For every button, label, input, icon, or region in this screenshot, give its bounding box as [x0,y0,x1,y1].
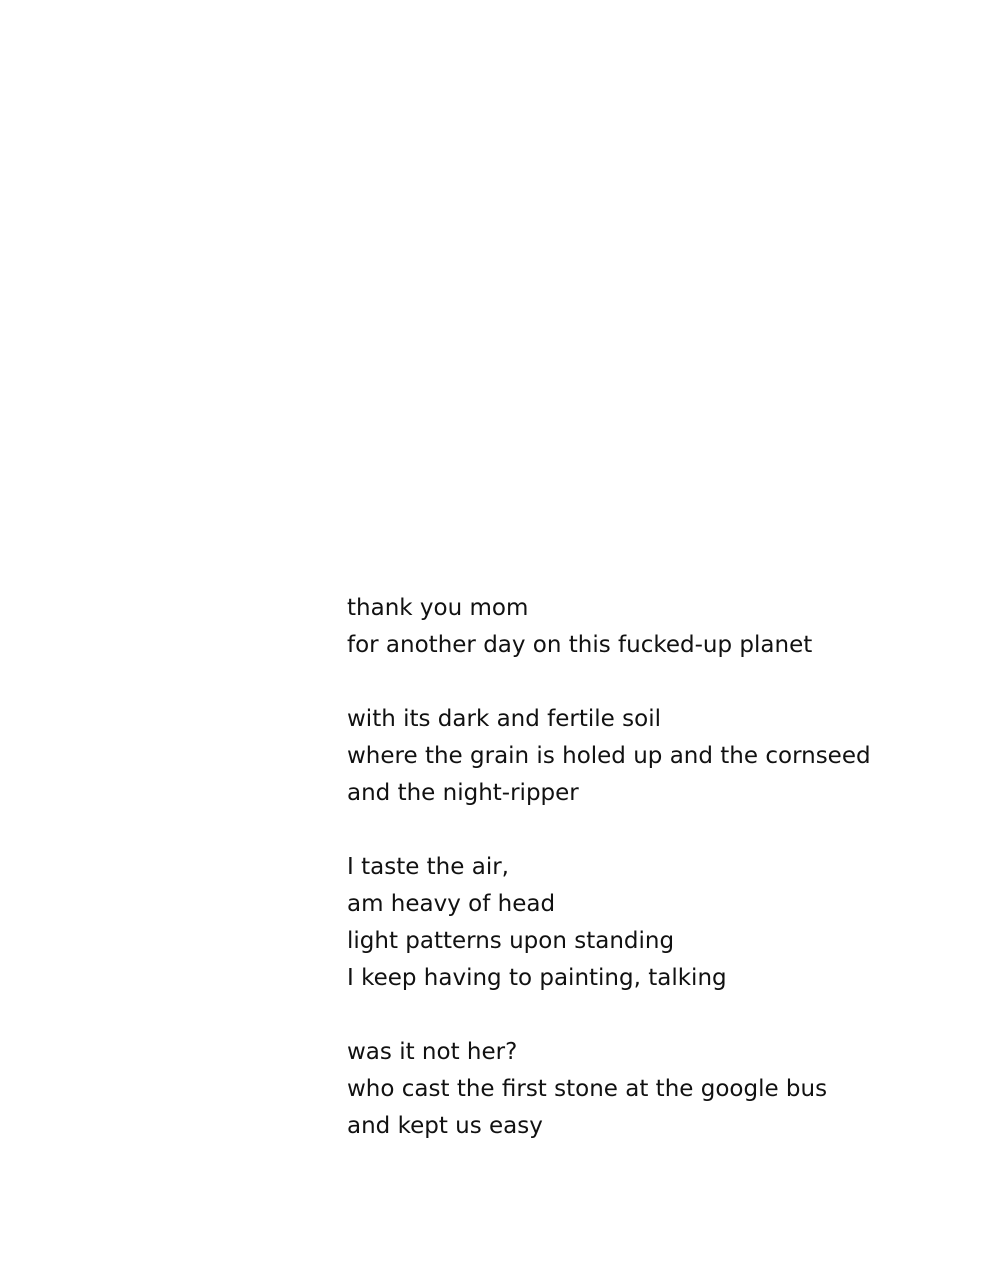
poem-stanza-4 [347,1034,967,1145]
poem-line: thank you mom [347,595,529,621]
poem-line: where the grain is holed up and the cornseed [347,743,871,769]
poem-line: am heavy of head [347,891,556,917]
poem-body [347,590,967,1145]
poem-stanza-2 [347,701,967,812]
poem-line: and kept us easy [347,1113,543,1139]
poem-line: for another day on this fucked-up planet [347,632,813,658]
poem-line: and the night-ripper [347,780,579,806]
poem-stanza-3 [347,849,967,997]
poem-line: light patterns upon standing [347,928,675,954]
poem-line: I taste the air, [347,854,509,880]
poem-line: with its dark and fertile soil [347,706,661,732]
poem-stanza-1 [347,590,967,664]
poem-line: I keep having to painting, talking [347,965,727,991]
poem-line: who cast the first stone at the google bus [347,1076,828,1102]
poem-line: was it not her? [347,1039,518,1065]
